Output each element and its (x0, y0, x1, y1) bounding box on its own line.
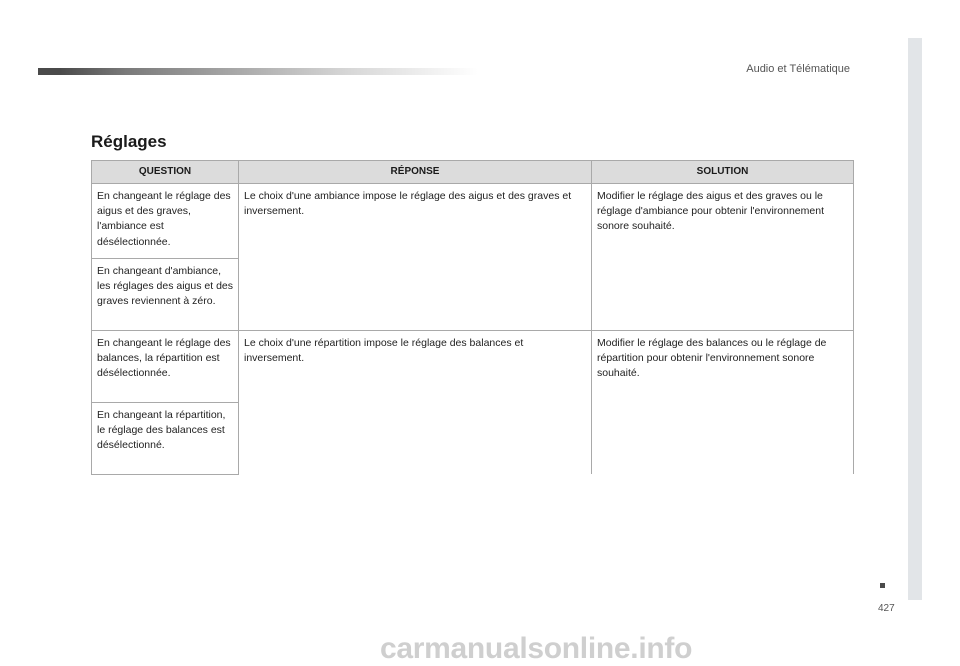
chapter-title: Audio et Télématique (746, 63, 850, 75)
solution-cell: Modifier le réglage des balances ou le réglage de répartition pour obtenir l'environnement sonore souhaité. (592, 330, 854, 474)
section-title: Réglages (91, 132, 167, 151)
question-cell: En changeant d'ambiance, les réglages des aigus et des graves reviennent à zéro. (92, 258, 239, 330)
watermark: carmanualsonline.info (380, 632, 693, 665)
question-cell: En changeant la répartition, le réglage des balances est désélectionné. (92, 402, 239, 474)
column-header-question: QUESTION (92, 161, 239, 184)
header-gradient-bar (38, 68, 478, 75)
answer-cell: Le choix d'une répartition impose le réglage des balances et inversement. (239, 330, 592, 474)
side-margin-strip (908, 38, 922, 600)
column-header-solution: SOLUTION (592, 161, 854, 184)
page-marker-square (880, 583, 885, 588)
solution-cell: Modifier le réglage des aigus et des graves ou le réglage d'ambiance pour obtenir l'environnement sonore souhaité. (592, 184, 854, 331)
table-row (92, 184, 854, 259)
faq-table (91, 160, 854, 475)
answer-cell: Le choix d'une ambiance impose le réglage des aigus et des graves et inversement. (239, 184, 592, 331)
page-number: 427 (878, 603, 895, 614)
table-header-row (92, 161, 854, 184)
question-cell: En changeant le réglage des aigus et des graves, l'ambiance est désélectionnée. (92, 184, 239, 259)
question-cell: En changeant le réglage des balances, la répartition est désélectionnée. (92, 330, 239, 402)
column-header-answer: RÉPONSE (239, 161, 592, 184)
table-row (92, 330, 854, 402)
